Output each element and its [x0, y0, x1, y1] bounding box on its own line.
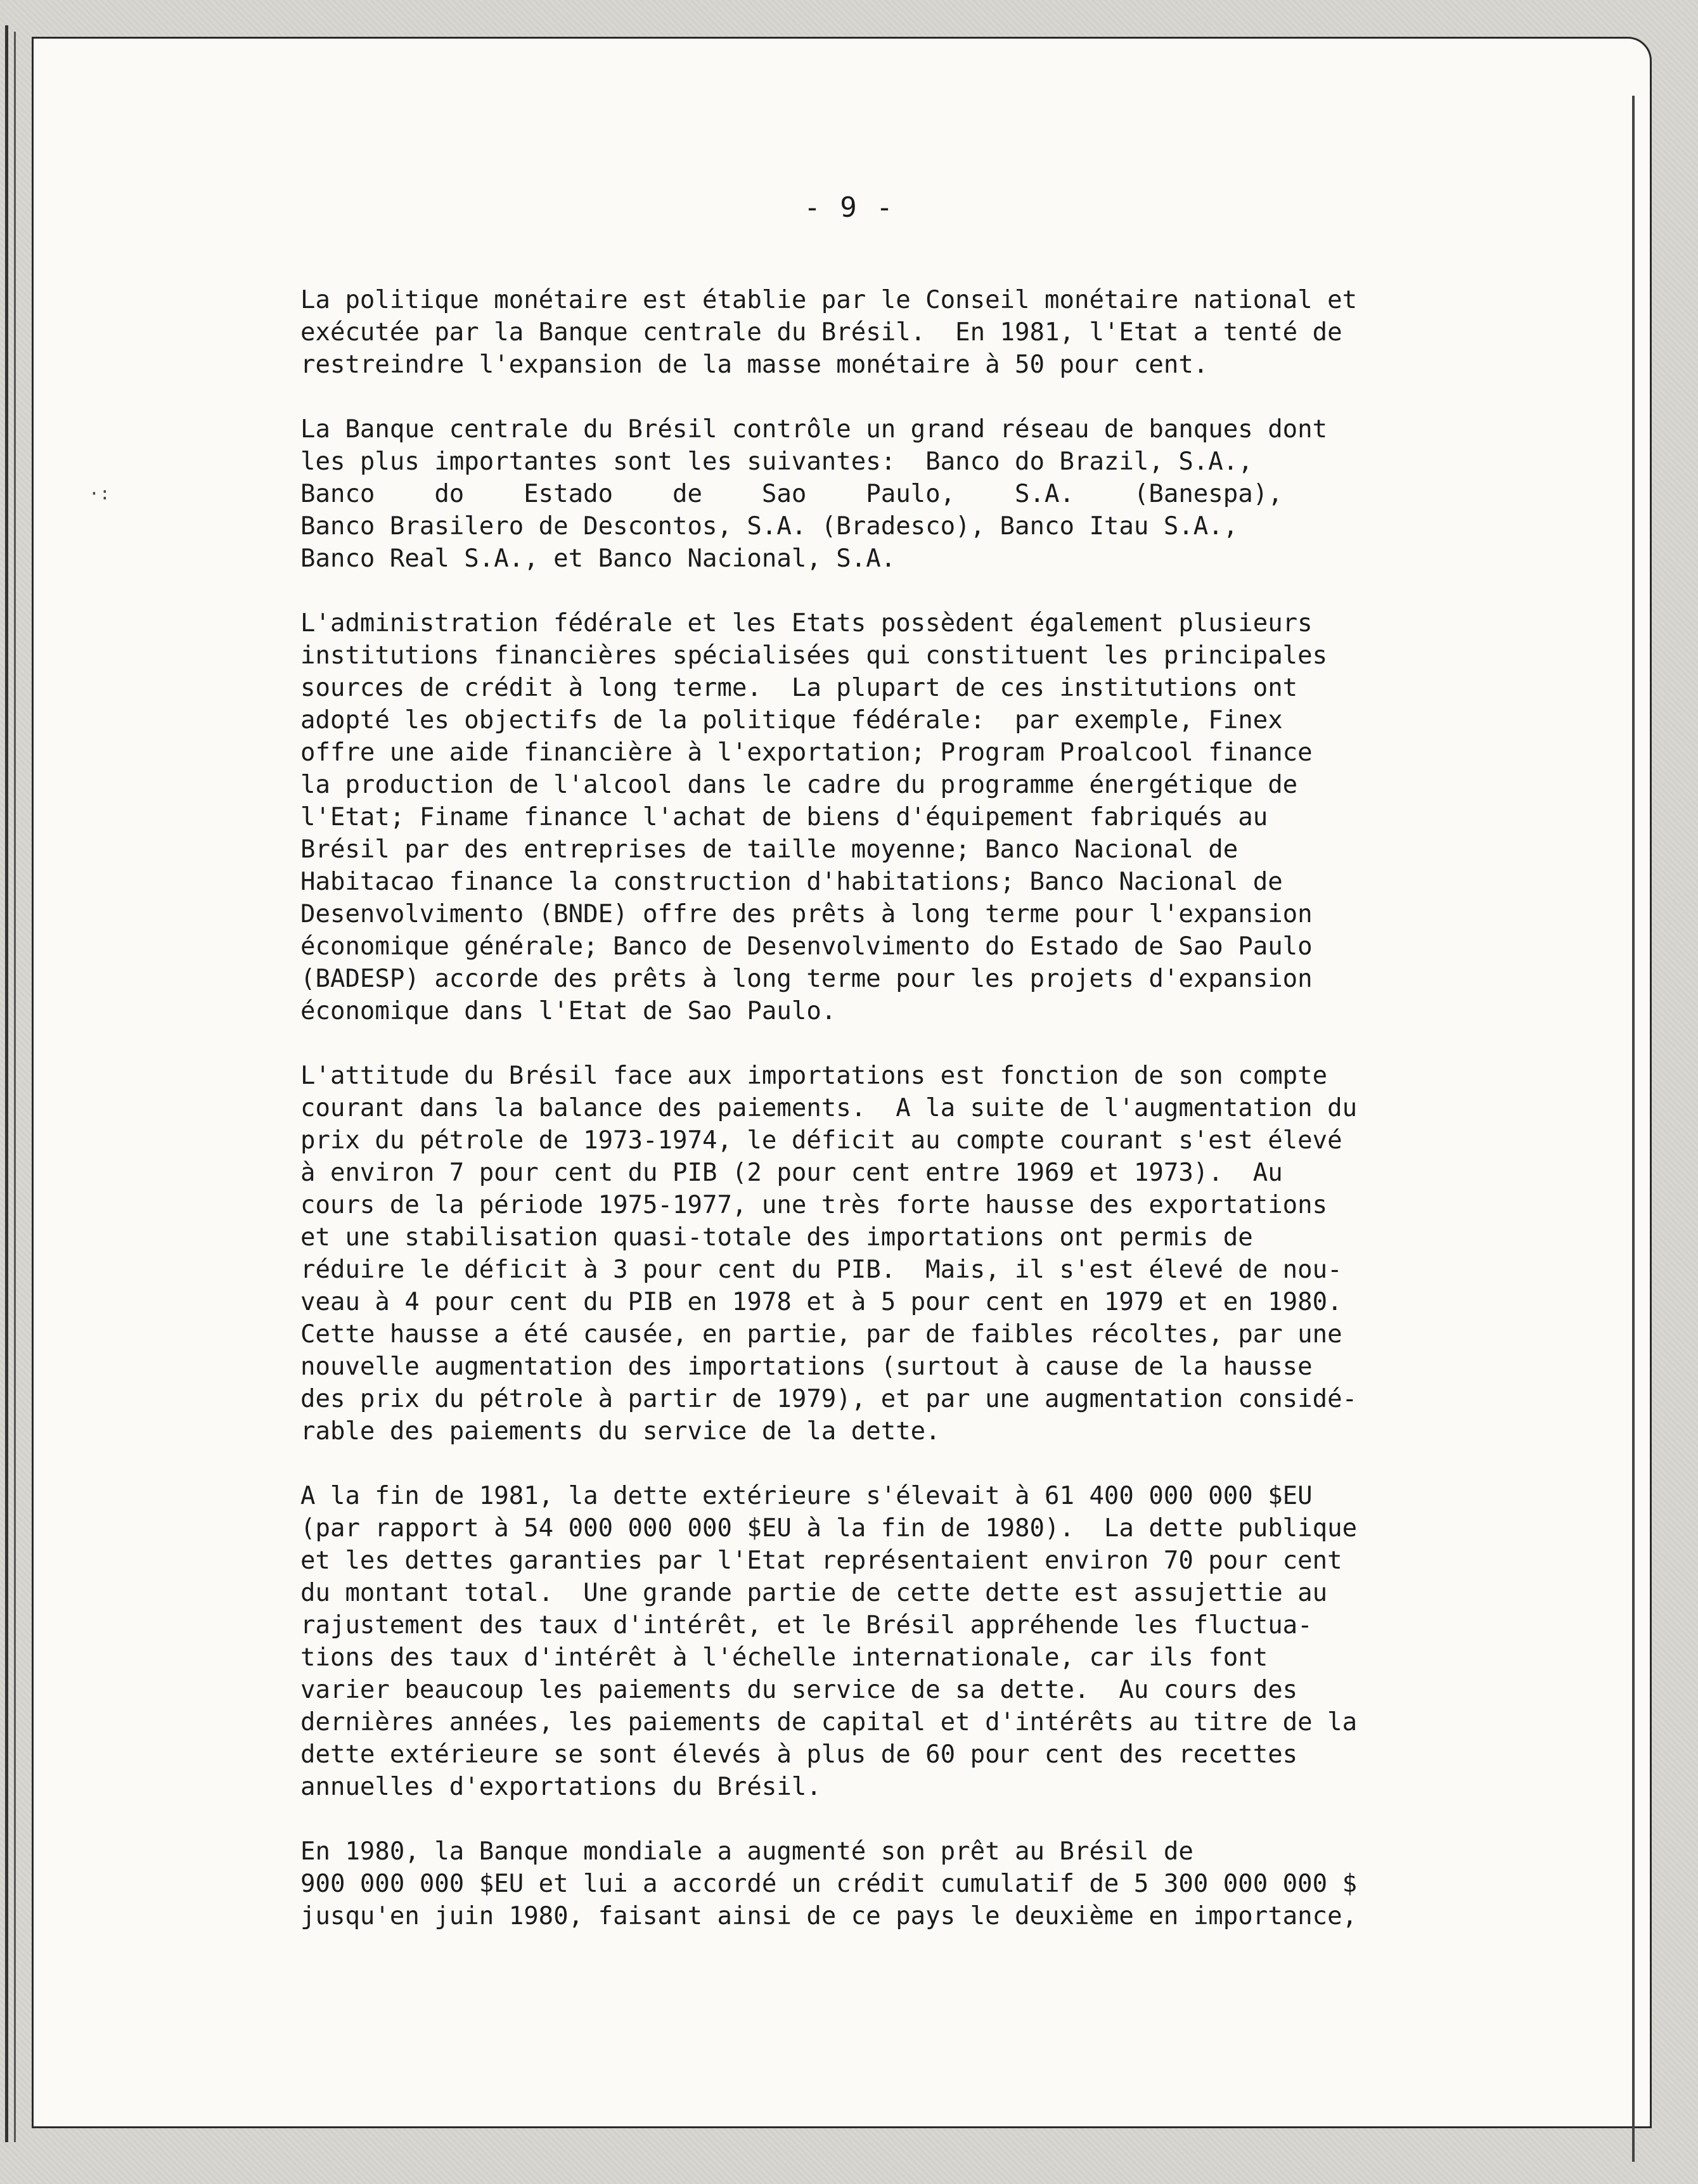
text-line: L'attitude du Brésil face aux importations est fonction de son compte [300, 1062, 1328, 1090]
text-line: rable des paiements du service de la dette. [300, 1417, 941, 1446]
paragraph [300, 413, 1444, 575]
text-line: prix du pétrole de 1973-1974, le déficit au compte courant s'est élevé [300, 1126, 1342, 1155]
text-line: Banco Brasilero de Descontos, S.A. (Bradesco), Banco Itau S.A., [300, 512, 1238, 541]
text-line: l'Etat; Finame finance l'achat de biens d'équipement fabriqués au [300, 803, 1268, 832]
text-line: En 1980, la Banque mondiale a augmenté son prêt au Brésil de [300, 1837, 1193, 1866]
text-line: tions des taux d'intérêt à l'échelle internationale, car ils font [300, 1643, 1268, 1672]
text-line: réduire le déficit à 3 pour cent du PIB. Mais, il s'est élevé de nou- [300, 1256, 1342, 1284]
text-line: économique dans l'Etat de Sao Paulo. [300, 997, 837, 1025]
text-line: et une stabilisation quasi-totale des importations ont permis de [300, 1223, 1253, 1252]
text-line: des prix du pétrole à partir de 1979), et par une augmentation considé- [300, 1385, 1358, 1413]
text-line: cours de la période 1975-1977, une très forte hausse des exportations [300, 1191, 1328, 1219]
text-line: adopté les objectifs de la politique fédérale: par exemple, Finex [300, 706, 1283, 735]
page-number: - 9 - [804, 191, 894, 224]
binding-rule-inner [14, 32, 16, 2142]
text-line: rajustement des taux d'intérêt, et le Brésil appréhende les fluctua- [300, 1611, 1313, 1640]
text-line: La Banque centrale du Brésil contrôle un grand réseau de banques dont [300, 415, 1328, 444]
text-line: Cette hausse a été causée, en partie, par de faibles récoltes, par une [300, 1320, 1342, 1349]
text-line: Desenvolvimento (BNDE) offre des prêts à long terme pour l'expansion [300, 900, 1313, 928]
text-line: annuelles d'exportations du Brésil. [300, 1773, 821, 1801]
text-line: dette extérieure se sont élevés à plus de 60 pour cent des recettes [300, 1740, 1298, 1769]
text-line: à environ 7 pour cent du PIB (2 pour cent entre 1969 et 1973). Au [300, 1159, 1283, 1187]
paragraph [300, 284, 1444, 381]
text-line: les plus importantes sont les suivantes: Banco do Brazil, S.A., [300, 447, 1253, 476]
paragraph [300, 1060, 1444, 1448]
text-line: varier beaucoup les paiements du service de sa dette. Au cours des [300, 1676, 1298, 1704]
text-line: nouvelle augmentation des importations (surtout à cause de la hausse [300, 1352, 1313, 1381]
text-line: Banco do Estado de Sao Paulo, S.A. (Banespa), [300, 480, 1283, 508]
text-line: dernières années, les paiements de capital et d'intérêts au titre de la [300, 1708, 1358, 1737]
text-line: offre une aide financière à l'exportation; Program Proalcool finance [300, 738, 1313, 767]
text-line: (BADESP) accorde des prêts à long terme pour les projets d'expansion [300, 965, 1313, 993]
paragraph [300, 1835, 1444, 1932]
binding-rule [5, 25, 8, 2142]
text-line: Habitacao finance la construction d'habitations; Banco Nacional de [300, 868, 1283, 896]
text-line: Brésil par des entreprises de taille moyenne; Banco Nacional de [300, 835, 1238, 864]
text-line: sources de crédit à long terme. La plupart de ces institutions ont [300, 674, 1298, 702]
text-line: économique générale; Banco de Desenvolvimento do Estado de Sao Paulo [300, 932, 1313, 961]
text-line: courant dans la balance des paiements. A la suite de l'augmentation du [300, 1094, 1358, 1122]
text-line: du montant total. Une grande partie de cette dette est assujettie au [300, 1579, 1328, 1607]
text-line: restreindre l'expansion de la masse monétaire à 50 pour cent. [300, 350, 1209, 379]
text-line: institutions financières spécialisées qui constituent les principales [300, 641, 1328, 670]
text-line: veau à 4 pour cent du PIB en 1978 et à 5 pour cent en 1979 et en 1980. [300, 1288, 1342, 1316]
text-line: L'administration fédérale et les Etats possèdent également plusieurs [300, 609, 1313, 638]
paragraph [300, 1480, 1444, 1803]
text-line: exécutée par la Banque centrale du Brésil. En 1981, l'Etat a tenté de [300, 318, 1342, 347]
text-line: 900 000 000 $EU et lui a accordé un crédit cumulatif de 5 300 000 000 $ [300, 1870, 1358, 1898]
text-line: La politique monétaire est établie par le Conseil monétaire national et [300, 286, 1358, 314]
text-line: la production de l'alcool dans le cadre du programme énergétique de [300, 771, 1298, 799]
margin-mark: ·: [89, 483, 110, 504]
text-line: jusqu'en juin 1980, faisant ainsi de ce pays le deuxième en importance, [300, 1902, 1358, 1930]
document-body [300, 284, 1444, 1965]
text-line: et les dettes garanties par l'Etat représentaient environ 70 pour cent [300, 1546, 1342, 1575]
page-edge [1632, 96, 1635, 2162]
text-line: Banco Real S.A., et Banco Nacional, S.A. [300, 544, 896, 573]
text-line: A la fin de 1981, la dette extérieure s'élevait à 61 400 000 000 $EU [300, 1482, 1313, 1510]
paragraph [300, 607, 1444, 1027]
text-line: (par rapport à 54 000 000 000 $EU à la fin de 1980). La dette publique [300, 1514, 1358, 1543]
